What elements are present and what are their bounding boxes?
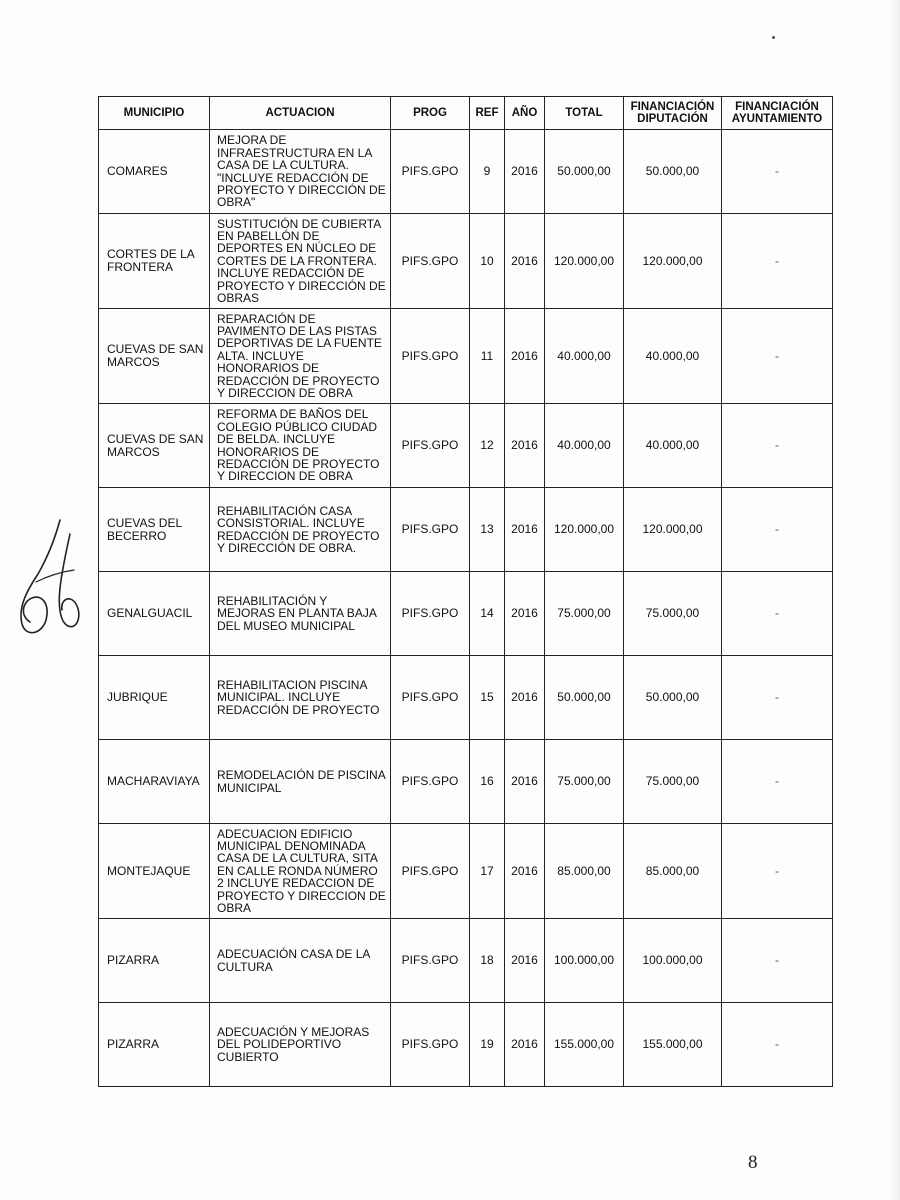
cell-ayuntamiento: - [722, 404, 833, 488]
cell-diputacion: 40.000,00 [624, 404, 722, 488]
scan-speck [772, 36, 775, 39]
table-row [99, 404, 833, 488]
cell-total: 75.000,00 [545, 740, 624, 824]
cell-ayuntamiento: - [722, 1003, 833, 1087]
cell-diputacion: 120.000,00 [624, 488, 722, 572]
cell-total: 120.000,00 [545, 214, 624, 309]
cell-prog: PIFS.GPO [391, 740, 470, 824]
cell-total: 40.000,00 [545, 309, 624, 404]
cell-ref: 14 [470, 572, 505, 656]
cell-diputacion: 155.000,00 [624, 1003, 722, 1087]
table-row [99, 1003, 833, 1087]
cell-total: 50.000,00 [545, 130, 624, 214]
cell-actuacion: SUSTITUCIÓN DE CUBIERTA EN PABELLÓN DE DEPORTES EN NÚCLEO DE CORTES DE LA FRONTERA. INCLUYE REDACCIÓN DE PROYECTO Y DIRECCIÓN DE OBRAS [210, 214, 391, 309]
handwritten-signature-icon [8, 512, 88, 642]
cell-actuacion: REHABILITACIÓN Y MEJORAS EN PLANTA BAJA DEL MUSEO MUNICIPAL [210, 572, 391, 656]
header-financiacion-ayuntamiento: FINANCIACIÓN AYUNTAMIENTO [722, 97, 833, 130]
header-total: TOTAL [545, 97, 624, 130]
table-header-row [99, 97, 833, 130]
cell-ref: 11 [470, 309, 505, 404]
cell-ref: 13 [470, 488, 505, 572]
financing-table [98, 96, 833, 1087]
cell-prog: PIFS.GPO [391, 919, 470, 1003]
table-row [99, 740, 833, 824]
table-row [99, 488, 833, 572]
cell-prog: PIFS.GPO [391, 824, 470, 919]
cell-diputacion: 75.000,00 [624, 740, 722, 824]
header-municipio: MUNICIPIO [99, 97, 210, 130]
table-row [99, 214, 833, 309]
cell-ano: 2016 [505, 130, 545, 214]
cell-ano: 2016 [505, 919, 545, 1003]
cell-diputacion: 50.000,00 [624, 130, 722, 214]
cell-ano: 2016 [505, 1003, 545, 1087]
cell-actuacion: ADECUACION EDIFICIO MUNICIPAL DENOMINADA CASA DE LA CULTURA, SITA EN CALLE RONDA NÚMERO 2 INCLUYE REDACCION DE PROYECTO Y DIRECCION DE OBRA [210, 824, 391, 919]
cell-municipio: PIZARRA [99, 1003, 210, 1087]
header-ano: AÑO [505, 97, 545, 130]
cell-municipio: CUEVAS DE SAN MARCOS [99, 309, 210, 404]
cell-ayuntamiento: - [722, 919, 833, 1003]
cell-ref: 17 [470, 824, 505, 919]
cell-actuacion: MEJORA DE INFRAESTRUCTURA EN LA CASA DE LA CULTURA. "INCLUYE REDACCIÓN DE PROYECTO Y DIRECCIÓN DE OBRA" [210, 130, 391, 214]
cell-municipio: MONTEJAQUE [99, 824, 210, 919]
cell-actuacion: REFORMA DE BAÑOS DEL COLEGIO PÚBLICO CIUDAD DE BELDA. INCLUYE HONORARIOS DE REDACCIÓN DE PROYECTO Y DIRECCION DE OBRA [210, 404, 391, 488]
cell-ano: 2016 [505, 309, 545, 404]
cell-ano: 2016 [505, 740, 545, 824]
cell-ayuntamiento: - [722, 130, 833, 214]
cell-total: 120.000,00 [545, 488, 624, 572]
cell-actuacion: REHABILITACIÓN CASA CONSISTORIAL. INCLUYE REDACCIÓN DE PROYECTO Y DIRECCIÓN DE OBRA. [210, 488, 391, 572]
cell-ano: 2016 [505, 214, 545, 309]
cell-actuacion: REMODELACIÓN DE PISCINA MUNICIPAL [210, 740, 391, 824]
cell-ref: 16 [470, 740, 505, 824]
cell-ayuntamiento: - [722, 572, 833, 656]
cell-ayuntamiento: - [722, 656, 833, 740]
cell-prog: PIFS.GPO [391, 488, 470, 572]
cell-ayuntamiento: - [722, 824, 833, 919]
table-row [99, 309, 833, 404]
cell-ref: 19 [470, 1003, 505, 1087]
cell-municipio: CUEVAS DEL BECERRO [99, 488, 210, 572]
cell-actuacion: ADECUACIÓN CASA DE LA CULTURA [210, 919, 391, 1003]
cell-ref: 10 [470, 214, 505, 309]
scan-edge-shadow [890, 0, 900, 1200]
header-financiacion-diputacion: FINANCIACIÓN DIPUTACIÓN [624, 97, 722, 130]
cell-prog: PIFS.GPO [391, 214, 470, 309]
cell-prog: PIFS.GPO [391, 572, 470, 656]
cell-municipio: CUEVAS DE SAN MARCOS [99, 404, 210, 488]
cell-diputacion: 85.000,00 [624, 824, 722, 919]
cell-prog: PIFS.GPO [391, 130, 470, 214]
cell-total: 50.000,00 [545, 656, 624, 740]
cell-municipio: GENALGUACIL [99, 572, 210, 656]
cell-prog: PIFS.GPO [391, 1003, 470, 1087]
cell-ano: 2016 [505, 488, 545, 572]
cell-municipio: PIZARRA [99, 919, 210, 1003]
cell-ano: 2016 [505, 656, 545, 740]
cell-municipio: JUBRIQUE [99, 656, 210, 740]
cell-diputacion: 75.000,00 [624, 572, 722, 656]
table-row [99, 824, 833, 919]
table-row [99, 919, 833, 1003]
cell-prog: PIFS.GPO [391, 656, 470, 740]
cell-diputacion: 50.000,00 [624, 656, 722, 740]
cell-municipio: MACHARAVIAYA [99, 740, 210, 824]
header-prog: PROG [391, 97, 470, 130]
table-row [99, 572, 833, 656]
cell-municipio: CORTES DE LA FRONTERA [99, 214, 210, 309]
cell-ano: 2016 [505, 404, 545, 488]
header-actuacion: ACTUACION [210, 97, 391, 130]
cell-actuacion: REPARACIÓN DE PAVIMENTO DE LAS PISTAS DEPORTIVAS DE LA FUENTE ALTA. INCLUYE HONORARIOS DE REDACCIÓN DE PROYECTO Y DIRECCION DE OBRA [210, 309, 391, 404]
cell-municipio: COMARES [99, 130, 210, 214]
table-row [99, 130, 833, 214]
cell-ano: 2016 [505, 572, 545, 656]
cell-diputacion: 40.000,00 [624, 309, 722, 404]
cell-ayuntamiento: - [722, 309, 833, 404]
cell-total: 155.000,00 [545, 1003, 624, 1087]
table-row [99, 656, 833, 740]
cell-ano: 2016 [505, 824, 545, 919]
cell-ref: 12 [470, 404, 505, 488]
cell-actuacion: REHABILITACION PISCINA MUNICIPAL. INCLUYE REDACCIÓN DE PROYECTO [210, 656, 391, 740]
cell-total: 100.000,00 [545, 919, 624, 1003]
cell-diputacion: 120.000,00 [624, 214, 722, 309]
cell-diputacion: 100.000,00 [624, 919, 722, 1003]
cell-ayuntamiento: - [722, 488, 833, 572]
cell-ayuntamiento: - [722, 214, 833, 309]
cell-total: 85.000,00 [545, 824, 624, 919]
cell-prog: PIFS.GPO [391, 309, 470, 404]
header-ref: REF [470, 97, 505, 130]
cell-ref: 9 [470, 130, 505, 214]
cell-actuacion: ADECUACIÓN Y MEJORAS DEL POLIDEPORTIVO CUBIERTO [210, 1003, 391, 1087]
cell-total: 40.000,00 [545, 404, 624, 488]
cell-total: 75.000,00 [545, 572, 624, 656]
cell-prog: PIFS.GPO [391, 404, 470, 488]
page-number: 8 [748, 1152, 758, 1173]
cell-ref: 15 [470, 656, 505, 740]
cell-ref: 18 [470, 919, 505, 1003]
cell-ayuntamiento: - [722, 740, 833, 824]
